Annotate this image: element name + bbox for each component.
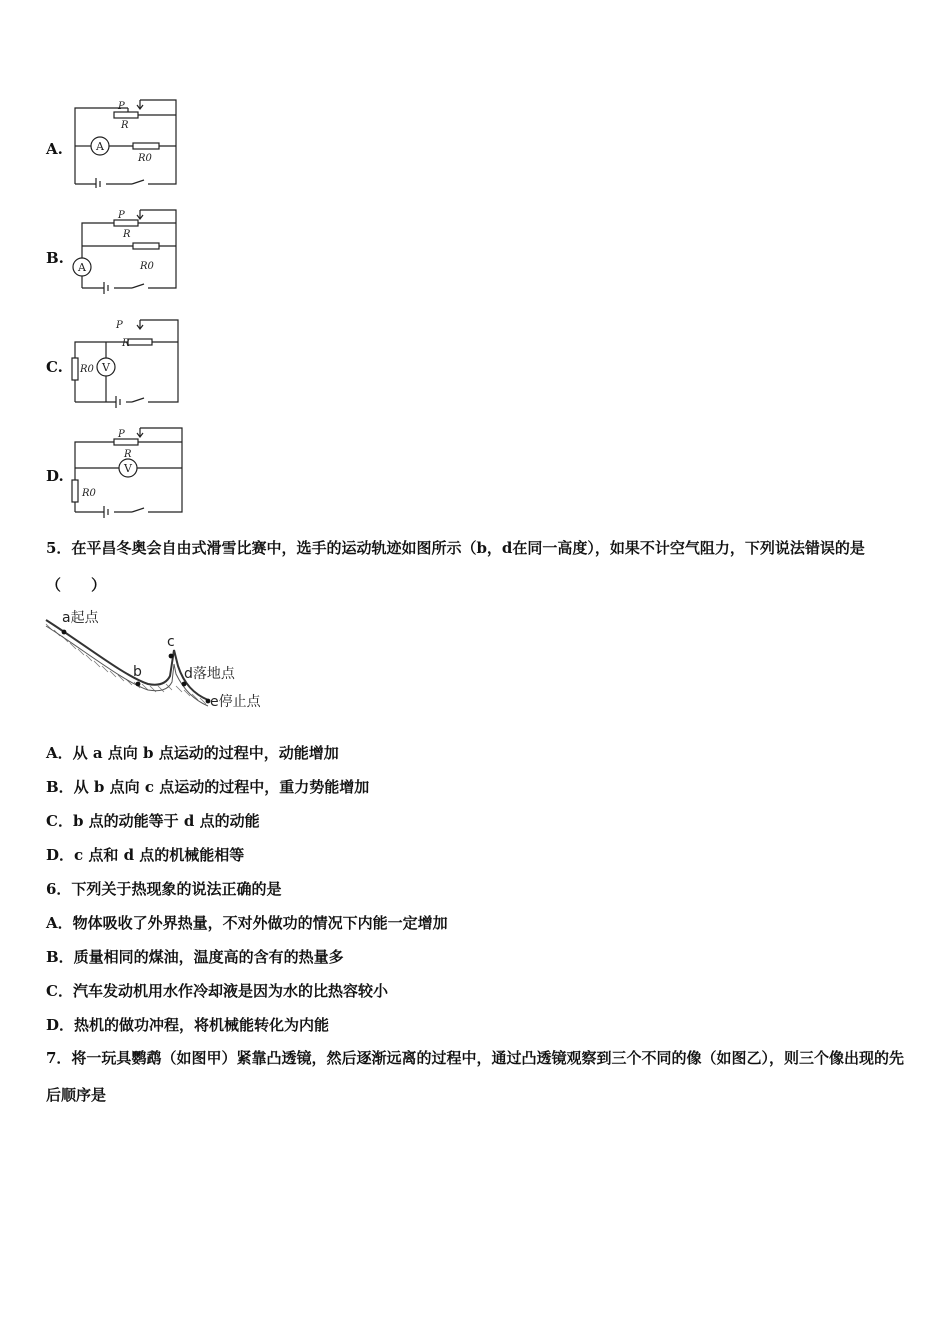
question-6-stem: 6．下列关于热现象的说法正确的是 xyxy=(46,880,282,898)
svg-text:A: A xyxy=(78,261,86,274)
option-label-c: C. xyxy=(46,358,63,376)
svg-text:d落地点: d落地点 xyxy=(184,666,235,682)
svg-text:R0: R0 xyxy=(140,261,154,272)
circuit-diagram-a xyxy=(70,96,185,188)
option-label-a: A. xyxy=(46,140,63,158)
question-5-stem: 5．在平昌冬奥会自由式滑雪比赛中，选手的运动轨迹如图所示（b，d在同一高度），如果不计空气阻力，下列说法错误的是（ ） xyxy=(46,539,865,594)
svg-text:R: R xyxy=(124,449,132,460)
q6-option-c: C．汽车发动机用水作冷却液是因为水的比热容较小 xyxy=(46,982,388,1000)
svg-text:R: R xyxy=(121,120,129,131)
q6-option-b: B．质量相同的煤油，温度高的含有的热量多 xyxy=(46,948,344,966)
svg-text:e停止点: e停止点 xyxy=(210,694,261,710)
svg-text:R0: R0 xyxy=(138,153,152,164)
svg-text:b: b xyxy=(133,664,142,680)
svg-text:R: R xyxy=(122,338,130,349)
svg-text:c: c xyxy=(167,634,175,650)
q5-option-a: A．从 a 点向 b 点运动的过程中，动能增加 xyxy=(46,744,339,762)
q5-option-b: B．从 b 点向 c 点运动的过程中，重力势能增加 xyxy=(46,778,370,796)
svg-text:V: V xyxy=(102,361,110,374)
svg-text:P: P xyxy=(118,101,125,112)
svg-text:P: P xyxy=(118,210,125,221)
svg-text:P: P xyxy=(118,429,125,440)
q5-option-c: C．b 点的动能等于 d 点的动能 xyxy=(46,812,260,830)
q5-option-d: D．c 点和 d 点的机械能相等 xyxy=(46,846,245,864)
q6-option-a: A．物体吸收了外界热量，不对外做功的情况下内能一定增加 xyxy=(46,914,448,932)
ski-track-figure xyxy=(44,604,270,712)
option-label-d: D. xyxy=(46,467,64,485)
resistor-r0 xyxy=(133,143,159,149)
svg-text:R0: R0 xyxy=(82,488,96,499)
question-7-stem: 7．将一玩具鹦鹉（如图甲）紧靠凸透镜，然后逐渐远离的过程中，通过凸透镜观察到三个不同的像（如图乙），则三个像出现的先后顺序是 xyxy=(46,1049,904,1104)
q6-option-d: D．热机的做功冲程，将机械能转化为内能 xyxy=(46,1016,330,1034)
circuit-diagram-d xyxy=(70,424,190,519)
svg-text:R0: R0 xyxy=(80,364,94,375)
svg-text:R: R xyxy=(123,229,131,240)
svg-text:V: V xyxy=(124,462,132,475)
rheostat-r xyxy=(114,112,138,118)
svg-text:a起点: a起点 xyxy=(62,610,99,626)
svg-text:P: P xyxy=(116,320,123,331)
option-label-b: B. xyxy=(46,249,64,267)
svg-text:A: A xyxy=(96,140,104,153)
circuit-diagram-c xyxy=(70,314,185,409)
circuit-diagram-b xyxy=(70,206,185,298)
